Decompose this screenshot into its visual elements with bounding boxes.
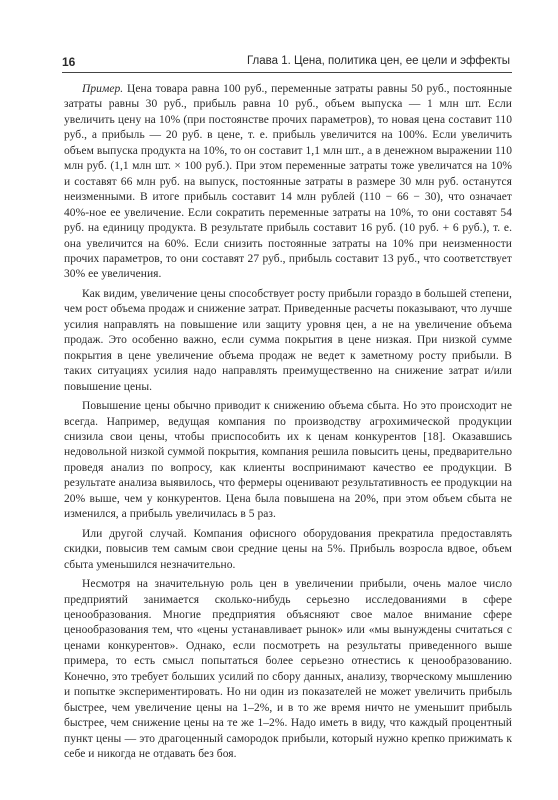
paragraph-text: Повышение цены обычно приводит к снижению объема сбыта. Но это происходит не всегда. Например, ведущая компания по производству агрохимической продукции снизила свои цены, чтобы приспособить их к ценам конкурентов [18]. Оказавшись недовольной низкой суммой покрытия, компания решила повысить цены, предварительно проведя анализ по вопросу, как клиенты воспринимают качество ее продукции. В результате анализа выявилось, что фермеры оценивают результативность ее продукции на 20% выше, чем у конкурентов. Цена была повышена на 20%, при этом объем сбыта не изменился, а прибыль увеличилась в 5 раз. xyxy=(64,400,512,521)
header-rule xyxy=(62,72,512,73)
paragraph-text: Цена товара равна 100 руб., переменные затраты равны 50 руб., постоянные затраты равны 30 руб., прибыль равна 10 руб., объем выпуска — 1 млн шт. Если увеличить цену на 10% (при постоянстве прочих параметров), то новая цена составит 110 руб., а прибыль — 20 руб. в цене, т. е. прибыль увеличится на 100%. Если увеличить объем выпуска продукта на 10%, то он составит 1,1 млн шт., а в денежном выражении 110 млн руб. (1,1 млн шт. × 100 руб.). При этом переменные затраты тоже увеличатся на 10% и составят 66 млн руб. на выпуск, постоянные затраты в размере 30 млн руб. останутся неизменными. В итоге прибыль составит 14 млн рублей (110 − 66 − 30), что означает 40%-ное ее увеличение. Если сократить переменные затраты на 10%, то они составят 54 руб. на единицу продукта. В результате прибыль составит 16 руб. (10 руб. + 6 руб.), т. е. она увеличится на 60%. Если снизить постоянные затраты на 10% при неизменности прочих параметров, то они составят 27 руб., прибыль составит 13 руб., что соответствует 30% ее увеличения. xyxy=(64,83,512,281)
page-number: 16 xyxy=(62,55,76,69)
paragraph-text: Как видим, увеличение цены способствует росту прибыли гораздо в большей степени, чем рост объема продаж и снижение затрат. Приведенные расчеты показывают, что лучше усилия направлять на повышение или защиту уровня цен, а не на увеличение объема продаж. Это особенно важно, если сумма покрытия в цене низкая. При низкой сумме покрытия в цене увеличение объема продаж не ведет к заметному росту прибыли. В таких ситуациях усилия надо направлять преимущественно на снижение затрат и/или повышение цены. xyxy=(64,287,512,393)
running-header xyxy=(62,55,512,71)
paragraph-text: Несмотря на значительную роль цен в увеличении прибыли, очень малое число предприятий занимается сколько-нибудь серьезно исследованиями в сфере ценообразования. Многие предприятия объясняют свое малое внимание сфере ценообразования тем, что «цены устанавливает рынок» или «мы вынуждены считаться с ценами конкурентов». Однако, если посмотреть на результаты приведенного выше примера, то есть смысл попытаться более серьезно отнестись к ценообразованию. Конечно, это требует больших усилий по сбору данных, анализу, творческому мышлению и попытке экспериментировать. Но ни один из показателей не может увеличить прибыль быстрее, чем увеличение цены на 1–2%, и в то же время ничто не уменьшит прибыль быстрее, чем снижение цены на те же 1–2%. Надо иметь в виду, что каждый процентный пункт цены — это драгоценный самородок прибыли, который нужно крепко прижимать к себе и никогда не отдавать без боя. xyxy=(64,578,512,761)
paragraph xyxy=(64,399,512,523)
example-label: Пример. xyxy=(82,83,124,95)
paragraph-text: Или другой случай. Компания офисного оборудования прекратила предоставлять скидки, повысив тем самым свои средние цены на 5%. Прибыль возросла вдвое, объем сбыта уменьшился незначительно. xyxy=(64,527,512,571)
paragraph xyxy=(64,527,512,573)
paragraph xyxy=(64,577,512,762)
body-text xyxy=(64,82,512,762)
paragraph-example xyxy=(64,82,512,283)
chapter-title: Глава 1. Цена, политика цен, ее цели и эффекты xyxy=(246,55,510,67)
paragraph xyxy=(64,287,512,395)
